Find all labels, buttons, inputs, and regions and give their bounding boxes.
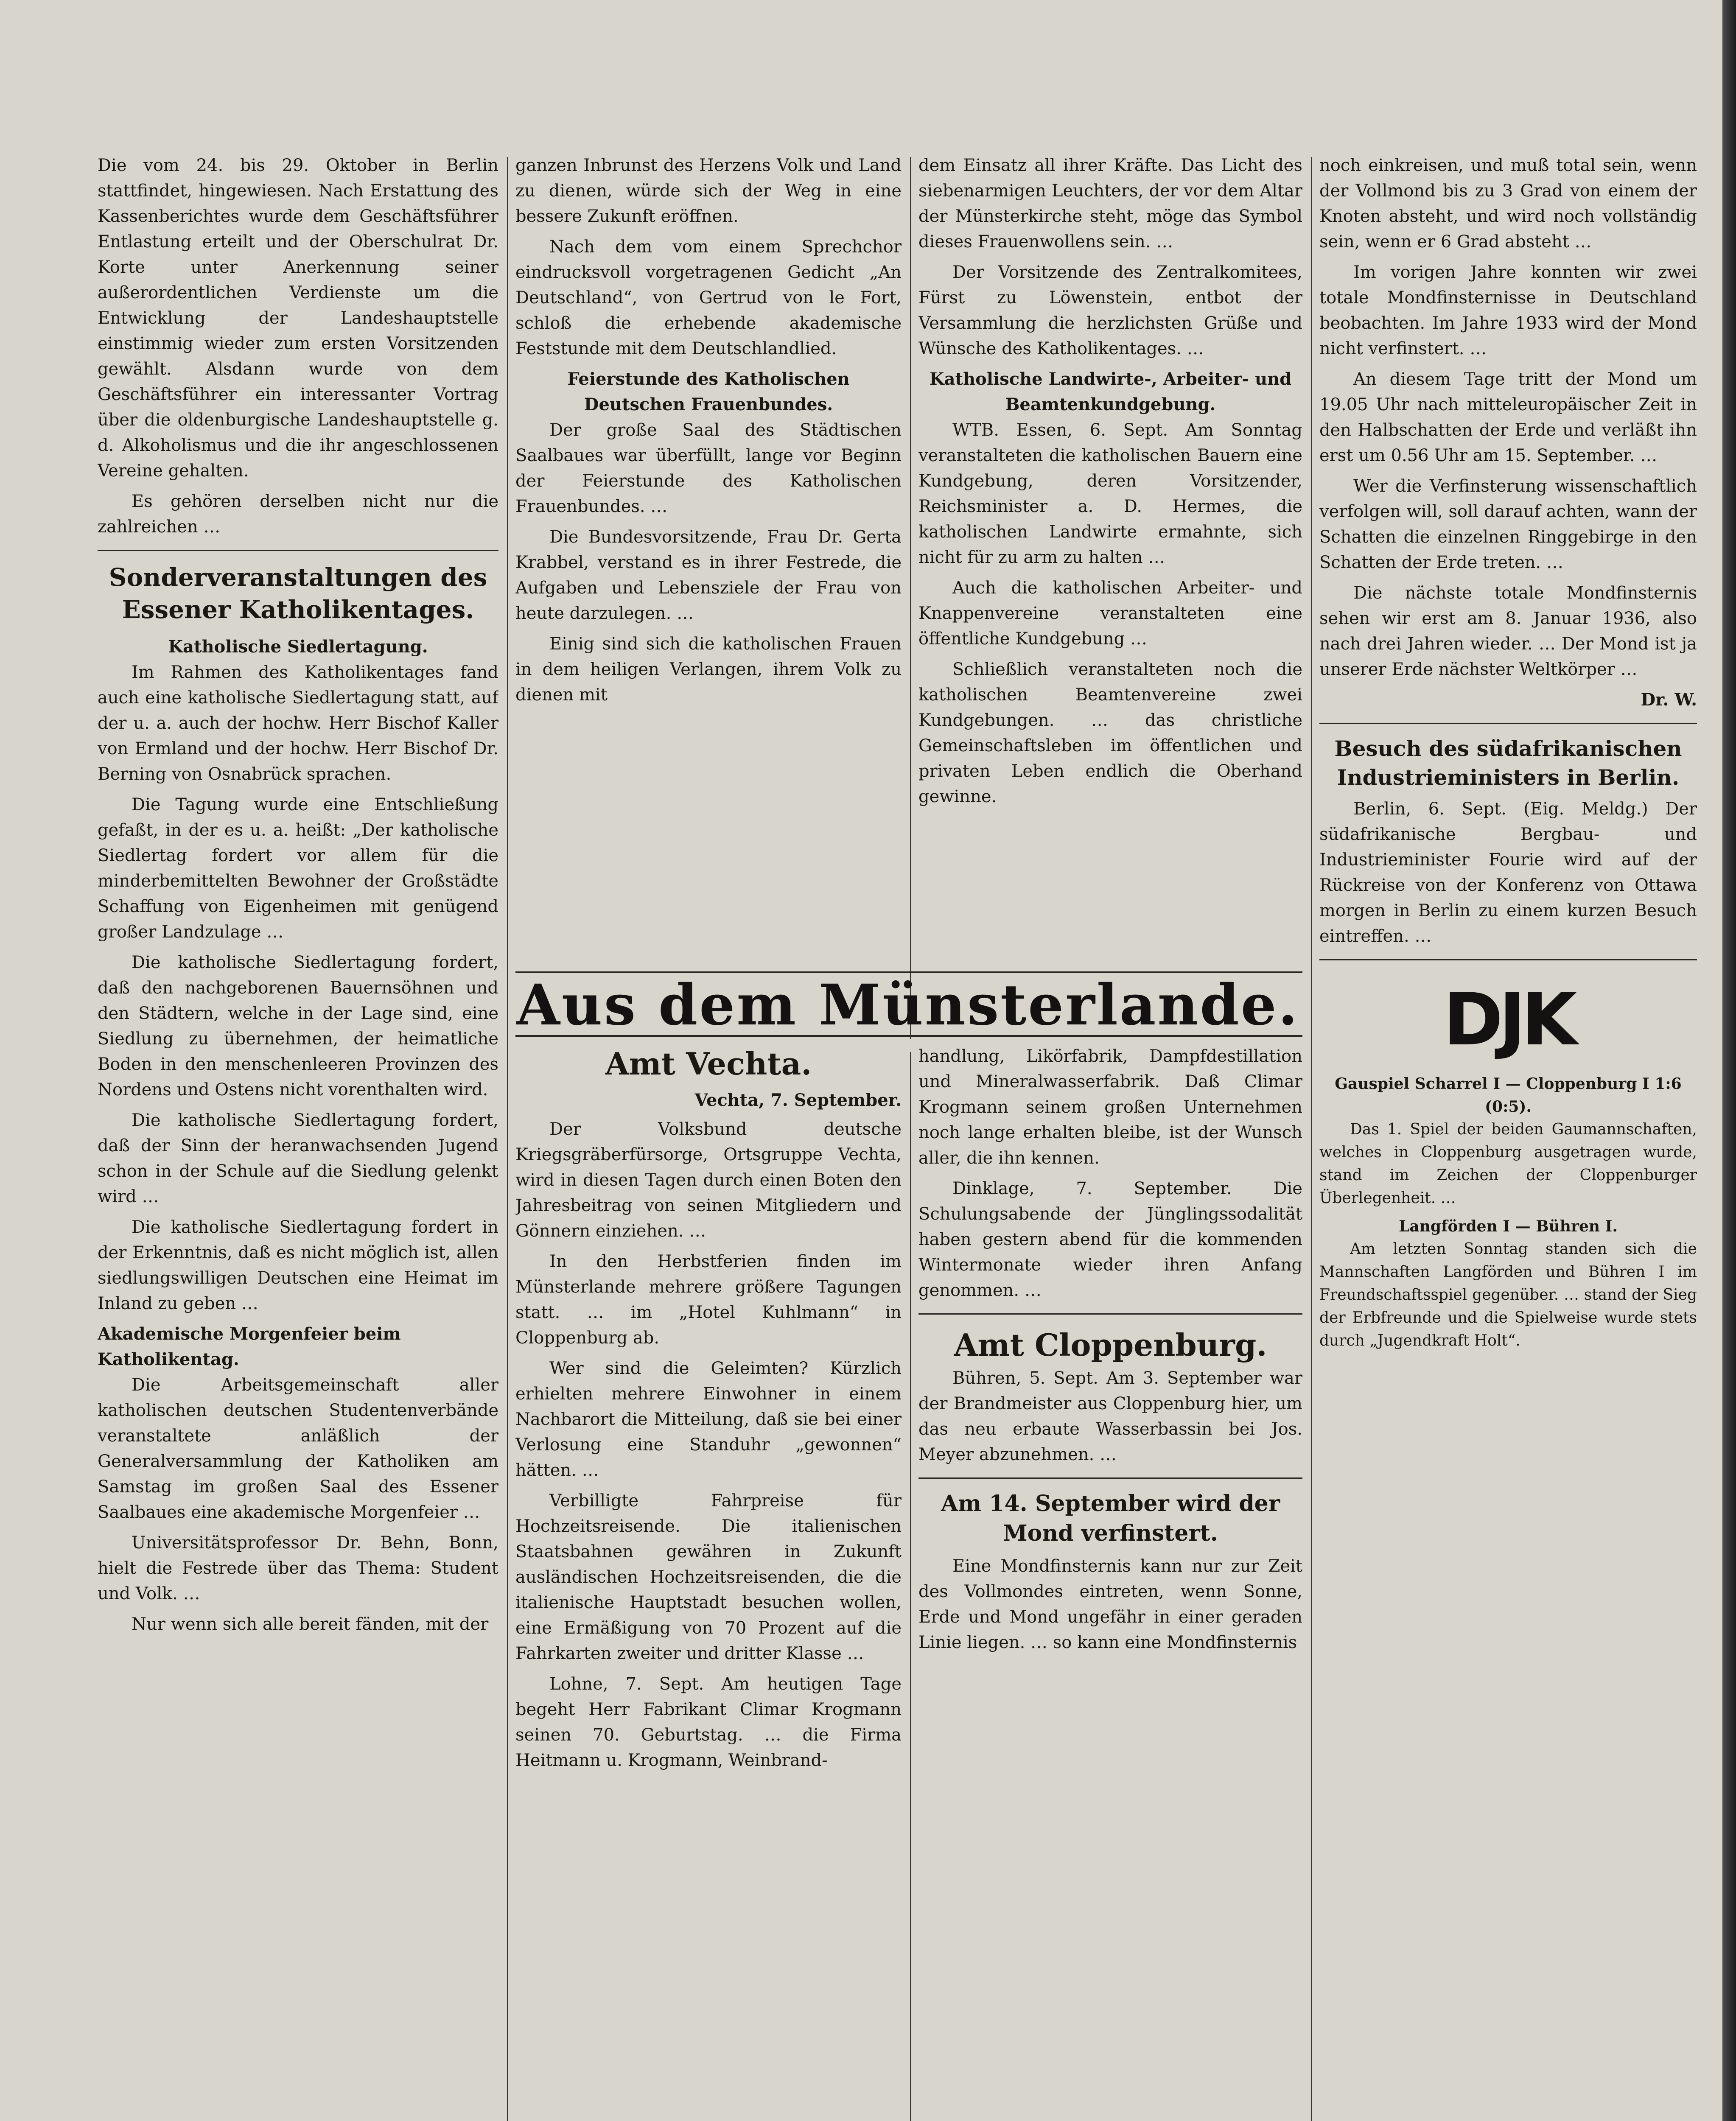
- article-text: Die nächste totale Mondfinsternis sehen wir erst am 8. Januar 1936, also nach drei Jahren wieder. … Der Mond ist ja unserer Erde nächster Weltkörper …: [1319, 583, 1697, 679]
- author-signature: Dr. W.: [1641, 690, 1697, 710]
- sub-heading: Langförden I — Bühren I.: [1399, 1217, 1618, 1235]
- article-text: Berlin, 6. Sept. (Eig. Meldg.) Der südafrikanische Bergbau- und Industrieminister Fourie wird auf der Rückreise von der Konferenz von Ottawa morgen in Berlin zu einem kurzen Besuch eintreffen. …: [1319, 799, 1697, 946]
- article-text: Nur wenn sich alle bereit fänden, mit der: [132, 1615, 489, 1634]
- sub-heading: Akademische Morgenfeier beim Katholikentag.: [98, 1324, 401, 1369]
- sub-heading: Gauspiel Scharrel I — Cloppenburg I 1:6 (0:5).: [1335, 1075, 1682, 1116]
- article-text: Der große Saal des Städtischen Saalbaues war überfüllt, lange vor Beginn der Feierstunde des Katholischen Frauenbundes. …: [515, 420, 902, 516]
- page-edge: [1722, 0, 1736, 2121]
- divider: [98, 550, 498, 551]
- section-heading: Sonderveranstaltungen des Essener Katholikentages.: [109, 563, 487, 624]
- article-text: An diesem Tage tritt der Mond um 19.05 Uhr nach mitteleuropäischer Zeit in den Halbschatten der Erde und verläßt ihn erst um 0.56 Uhr am 15. September. …: [1319, 369, 1697, 465]
- column-rule: [1311, 157, 1312, 2121]
- divider: [515, 971, 1302, 973]
- article-text: Bühren, 5. Sept. Am 3. September war der Brandmeister aus Cloppenburg hier, um das neu erbaute Wasserbassin bei Jos. Meyer abzunehmen. …: [918, 1368, 1302, 1464]
- article-text: Lohne, 7. Sept. Am heutigen Tage begeht Herr Fabrikant Climar Krogmann seinen 70. Geburtstag. … die Firma Heitmann u. Krogmann, Weinbrand-: [515, 1674, 902, 1770]
- section-heading: Amt Cloppenburg.: [954, 1327, 1267, 1363]
- article-text: Die Arbeitsgemeinschaft aller katholischen deutschen Studentenverbände veranstaltete anläßlich der Generalversammlung der Katholiken am Samstag im großen Saal des Essener Saalbaues eine akademische Morgenfeier …: [98, 1375, 498, 1522]
- sub-heading: Katholische Siedlertagung.: [168, 637, 428, 657]
- column-4: [1319, 153, 1697, 2121]
- column-3-lower: [918, 1044, 1302, 2121]
- article-text: Schließlich veranstalteten noch die katholischen Beamtenvereine zwei Kundgebungen. … das christliche Gemeinschaftsleben im öffentlichen und privaten Leben endlich die Oberhand gewinne.: [918, 660, 1302, 806]
- article-text: Dinklage, 7. September. Die Schulungsabende der Jünglingssodalität haben gestern abend für die kommenden Wintermonate wieder ihren Anfang genommen. …: [918, 1179, 1302, 1300]
- column-2: [515, 153, 902, 970]
- article-text: Auch die katholischen Arbeiter- und Knappenvereine veranstalteten eine öffentliche Kundgebung …: [918, 578, 1302, 649]
- dateline: Vechta, 7. September.: [694, 1090, 902, 1110]
- article-text: Im vorigen Jahre konnten wir zwei totale Mondfinsternisse in Deutschland beobachten. Im Jahre 1933 wird der Mond nicht verfinstert. …: [1319, 263, 1697, 358]
- article-text: Der Vorsitzende des Zentralkomitees, Fürst zu Löwenstein, entbot der Versammlung die herzlichsten Grüße und Wünsche des Katholikentages. …: [918, 263, 1302, 358]
- article-text: dem Einsatz all ihrer Kräfte. Das Licht des siebenarmigen Leuchters, der vor dem Altar der Münsterkirche steht, möge das Symbol dieses Frauenwollens sein. …: [918, 156, 1302, 252]
- article-text: In den Herbstferien finden im Münsterlande mehrere größere Tagungen statt. … im „Hotel Kuhlmann“ in Cloppenburg ab.: [515, 1252, 902, 1348]
- column-rule: [507, 976, 508, 2121]
- article-text: Das 1. Spiel der beiden Gaumannschaften, welches in Cloppenburg ausgetragen wurde, stand im Zeichen der Cloppenburger Überlegenheit. …: [1319, 1121, 1697, 1207]
- article-text: Die Bundesvorsitzende, Frau Dr. Gerta Krabbel, verstand es in ihrer Festrede, die Aufgaben und Lebensziele der Frau von heute darzulegen. …: [515, 527, 902, 623]
- article-text: Der Volksbund deutsche Kriegsgräberfürsorge, Ortsgruppe Vechta, wird in diesen Tagen durch einen Boten den Jahresbeitrag von seinen Mitgliedern und Gönnern einziehen. …: [515, 1119, 902, 1241]
- column-rule: [507, 157, 508, 1039]
- section-heading: Besuch des südafrikanischen Industrieministers in Berlin.: [1334, 736, 1682, 790]
- article-text: Es gehören derselben nicht nur die zahlreichen …: [98, 492, 498, 537]
- article-text: Die vom 24. bis 29. Oktober in Berlin stattfindet, hingewiesen. Nach Erstattung des Kassenberichtes wurde dem Geschäftsführer Entlastung erteilt und der Oberschulrat Dr. Korte unter Anerkennung seiner außerordentlichen Verdienste um die Entwicklung der Landeshauptstelle einstimmig wieder zum ersten Vorsitzenden gewählt. Alsdann wurde von dem Geschäftsführer ein interessanter Vortrag über die oldenburgische Landeshauptstelle g. d. Alkoholismus und die ihr angeschlossenen Vereine gehalten.: [98, 156, 498, 481]
- article-text: ganzen Inbrunst des Herzens Volk und Land zu dienen, würde sich der Weg in eine bessere Zukunft eröffnen.: [515, 156, 902, 226]
- article-text: WTB. Essen, 6. Sept. Am Sonntag veranstalteten die katholischen Bauern eine Kundgebung, deren Vorsitzender, Reichsminister a. D. Hermes, die katholischen Landwirte ermahnte, sich nicht für zu arm zu halten …: [918, 420, 1302, 567]
- article-text: Eine Mondfinsternis kann nur zur Zeit des Vollmondes eintreten, wenn Sonne, Erde und Mond ungefähr in einer geraden Linie liegen. … so kann eine Mondfinsternis: [918, 1556, 1302, 1652]
- article-text: Einig sind sich die katholischen Frauen in dem heiligen Verlangen, ihrem Volk zu dienen mit: [515, 634, 902, 705]
- sub-heading: Feierstunde des Katholischen Deutschen Frauenbundes.: [567, 369, 850, 414]
- divider: [918, 1313, 1302, 1315]
- article-text: handlung, Likörfabrik, Dampfdestillation und Mineralwasserfabrik. Daß Climar Krogmann seinem großen Unternehmen noch lange erhalten bleibe, ist der Wunsch aller, die ihn kennen.: [918, 1047, 1302, 1168]
- divider: [515, 1035, 1302, 1037]
- article-text: Wer die Verfinsterung wissenschaftlich verfolgen will, soll darauf achten, wann der Schatten die einzelnen Ringgebirge in den Schatten der Erde treten. …: [1319, 476, 1697, 572]
- divider: [1319, 959, 1697, 960]
- column-rule: [910, 1052, 911, 2121]
- divider: [1319, 723, 1697, 724]
- article-text: Verbilligte Fahrpreise für Hochzeitsreisende. Die italienischen Staatsbahnen gewähren in Zukunft ausländischen Hochzeitsreisenden, die die italienische Hauptstadt besuchen wollen, eine Ermäßigung von 70 Prozent auf die Fahrkarten zweiter und dritter Klasse …: [515, 1491, 902, 1663]
- column-1: [98, 153, 498, 2121]
- vechta-column: [515, 1044, 902, 2121]
- article-text: Die katholische Siedlertagung fordert in der Erkenntnis, daß es nicht möglich ist, allen siedlungswilligen Deutschen eine Heimat im Inland zu geben …: [98, 1217, 498, 1313]
- article-text: Die katholische Siedlertagung fordert, daß den nachgeborenen Bauernsöhnen und den Städtern, welche in der Lage sind, eine Siedlung zu übernehmen, der heimatliche Boden in den menschenleeren Provinzen des Nordens und Ostens nicht vorenthalten wird.: [98, 953, 498, 1100]
- article-text: Die Tagung wurde eine Entschließung gefaßt, in der es u. a. heißt: „Der katholische Siedlertag fordert vor allem für die minderbemittelten Bewohner der Großstädte Schaffung von Eigenheimen mit genügend großer Landzulage …: [98, 795, 498, 942]
- article-text: Wer sind die Geleimten? Kürzlich erhielten mehrere Einwohner in einem Nachbarort die Mitteilung, daß sie bei einer Verlosung eine Standuhr „gewonnen“ hätten. …: [515, 1359, 902, 1480]
- article-text: Im Rahmen des Katholikentages fand auch eine katholische Siedlertagung statt, auf der u. a. auch der hochw. Herr Bischof Kaller von Ermland und der hochw. Herr Bischof Dr. Berning von Osnabrück sprachen.: [98, 663, 498, 784]
- section-heading: Am 14. September wird der Mond verfinstert.: [941, 1491, 1280, 1546]
- article-text: Universitätsprofessor Dr. Behn, Bonn, hielt die Festrede über das Thema: Student und Volk. …: [98, 1533, 498, 1603]
- section-heading: Amt Vechta.: [605, 1046, 812, 1082]
- article-text: Die katholische Siedlertagung fordert, daß der Sinn der heranwachsenden Jugend schon in der Schule auf die Siedlung gelenkt wird …: [98, 1111, 498, 1206]
- divider: [918, 1477, 1302, 1479]
- column-rule: [910, 157, 911, 1039]
- djk-logo: DJK: [1443, 978, 1574, 1062]
- section-banner: Aus dem Münsterlande.: [516, 972, 1299, 1038]
- article-text: Am letzten Sonntag standen sich die Mannschaften Langförden und Bühren I im Freundschaftsspiel gegenüber. … stand der Sieg der Erbfreunde und die Spielweise wurde stets durch „Jugendkraft Holt“.: [1319, 1240, 1697, 1349]
- column-3: [918, 153, 1302, 970]
- article-text: Nach dem vom einem Sprechchor eindrucksvoll vorgetragenen Gedicht „An Deutschland“, von Gertrud von le Fort, schloß die erhebende akademische Feststunde mit dem Deutschlandlied.: [515, 237, 902, 358]
- sub-heading: Katholische Landwirte-, Arbeiter- und Beamtenkundgebung.: [929, 369, 1292, 414]
- article-text: noch einkreisen, und muß total sein, wenn der Vollmond bis zu 3 Grad von einem der Knoten absteht, und wird noch vollständig sein, wenn er 6 Grad absteht …: [1319, 156, 1697, 252]
